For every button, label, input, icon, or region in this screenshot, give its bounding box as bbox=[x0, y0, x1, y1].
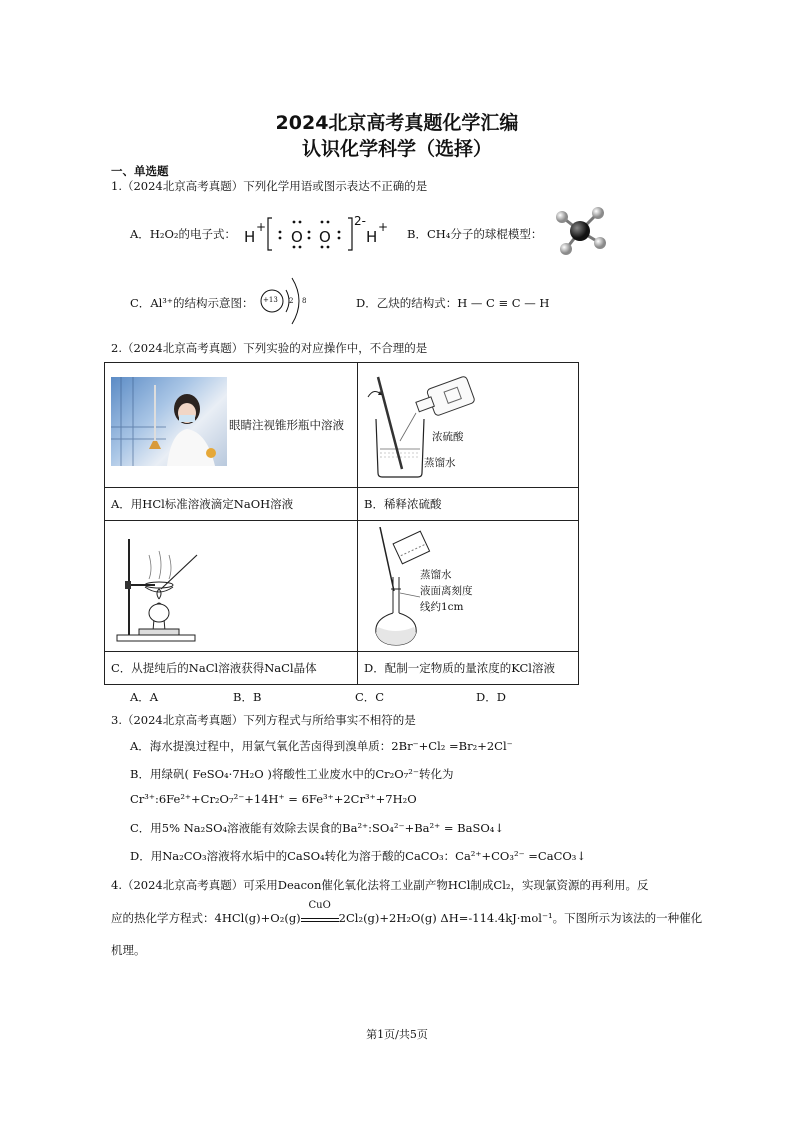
cell-a-caption: 眼睛注视锥形瓶中溶液 bbox=[229, 418, 344, 432]
q2-stem: 2.（2024北京高考真题）下列实验的对应操作中，不合理的是 bbox=[111, 341, 428, 355]
catalyst-label: CuO bbox=[308, 900, 331, 911]
q1-option-c bbox=[130, 295, 253, 311]
q3-option-d: D．用Na₂CO₃溶液将水垢中的CaSO₄转化为溶于酸的CaCO₃：Ca²⁺+CO₃²⁻ =CaCO₃↓ bbox=[130, 849, 587, 863]
cell-d-label-level: 液面离刻度 bbox=[420, 585, 473, 597]
cell-b-label-water: 蒸馏水 bbox=[424, 457, 456, 469]
q1-option-b bbox=[407, 226, 542, 242]
charge-label: 2- bbox=[354, 214, 366, 228]
q3-option-b: B．用绿矾( FeSO₄·7H₂O )将酸性工业废水中的Cr₂O₇²⁻转化为 bbox=[130, 767, 454, 781]
nucleus-label: +13 bbox=[263, 296, 278, 304]
q1-c-prefix: C． bbox=[130, 296, 151, 310]
q4-equation-right: 2Cl₂(g)+2H₂O(g) ΔH=-114.4kJ·mol⁻¹。下图所示为该法的一种催化 bbox=[338, 911, 703, 925]
cell-b-label: B．稀释浓硫酸 bbox=[358, 488, 579, 521]
q4-line-2 bbox=[111, 900, 703, 926]
page-subtitle: 认识化学科学（选择） bbox=[301, 138, 492, 160]
cell-d-label-distance: 线约1cm bbox=[420, 601, 464, 613]
q1-b-text: 分子的球棍模型： bbox=[450, 227, 543, 241]
catalyst-arrow bbox=[301, 900, 339, 922]
q1-a-prefix: A． bbox=[130, 227, 150, 241]
cell-a-image bbox=[105, 363, 358, 488]
cell-a-label: A．用HCl标准溶液滴定NaOH溶液 bbox=[105, 488, 358, 521]
q4-line-3: 机理。 bbox=[111, 943, 146, 957]
q3-stem: 3.（2024北京高考真题）下列方程式与所给事实不相符的是 bbox=[111, 713, 416, 727]
q1-c-formula: Al³⁺ bbox=[150, 296, 173, 310]
oxygen-1: O bbox=[291, 228, 303, 246]
q3-option-a: A．海水提溴过程中，用氯气氧化苦卤得到溴单质：2Br⁻+Cl₂ =Br₂+2Cl⁻ bbox=[130, 739, 513, 753]
cell-c-label: C．从提纯后的NaCl溶液获得NaCl晶体 bbox=[105, 652, 358, 685]
q3-option-c: C．用5% Na₂SO₄溶液能有效除去误食的Ba²⁺:SO₄²⁻+Ba²⁺ = BaSO₄↓ bbox=[130, 821, 505, 835]
al3-structure-diagram bbox=[258, 272, 318, 330]
q1-b-formula: CH₄ bbox=[426, 227, 451, 241]
equal-arrow bbox=[301, 918, 339, 922]
q1-b-prefix: B． bbox=[407, 227, 427, 241]
q1-option-d: D．乙炔的结构式：H — C ≡ C — H bbox=[356, 296, 550, 310]
q1-option-a bbox=[130, 226, 236, 242]
cell-d-label: D．配制一定物质的量浓度的KCl溶液 bbox=[358, 652, 579, 685]
q3-option-b-equation: Cr³⁺:6Fe²⁺+Cr₂O₇²⁻+14H⁺ = 6Fe³⁺+2Cr³⁺+7H₂O bbox=[130, 792, 417, 806]
page-footer: 第1页/共5页 bbox=[366, 1028, 428, 1041]
q4-equation-left: 应的热化学方程式：4HCl(g)+O₂(g) bbox=[111, 911, 301, 925]
q4-line-1: 4.（2024北京高考真题）可采用Deacon催化氧化法将工业副产物HCl制成Cl₂，实现氯资源的再利用。反 bbox=[111, 878, 649, 892]
h-left: H bbox=[244, 228, 256, 246]
q2-choice-a: A．A bbox=[130, 690, 159, 704]
cell-b-image bbox=[358, 363, 579, 488]
shell-1-count: 2 bbox=[289, 297, 294, 305]
plus-left: + bbox=[256, 220, 267, 234]
q2-table bbox=[104, 362, 579, 685]
q2-choice-b: B．B bbox=[233, 690, 262, 704]
h-right: H bbox=[366, 228, 378, 246]
ch4-ball-stick-model bbox=[554, 203, 610, 259]
cell-b-label-acid: 浓硫酸 bbox=[432, 431, 464, 443]
page-title: 2024北京高考真题化学汇编 bbox=[275, 112, 519, 134]
q1-a-formula: H₂O₂ bbox=[149, 227, 179, 241]
q2-choice-c: C．C bbox=[355, 690, 385, 704]
oxygen-2: O bbox=[319, 228, 331, 246]
cell-d-image bbox=[358, 521, 579, 652]
cell-c-image bbox=[105, 521, 358, 652]
evaporation-diagram-svg bbox=[115, 529, 215, 643]
cell-d-label-water: 蒸馏水 bbox=[420, 569, 452, 581]
plus-right: + bbox=[378, 220, 389, 234]
titration-photo-svg bbox=[111, 377, 227, 466]
q1-stem: 1.（2024北京高考真题）下列化学用语或图示表达不正确的是 bbox=[111, 179, 428, 193]
titration-photo bbox=[111, 377, 227, 466]
shell-2-count: 8 bbox=[302, 297, 307, 305]
q1-c-text: 的结构示意图： bbox=[172, 296, 254, 310]
section-heading: 一、单选题 bbox=[111, 164, 169, 178]
h2o2-electron-formula bbox=[244, 210, 394, 252]
q1-a-text: 的电子式： bbox=[178, 227, 236, 241]
q2-choice-d: D．D bbox=[476, 690, 506, 704]
